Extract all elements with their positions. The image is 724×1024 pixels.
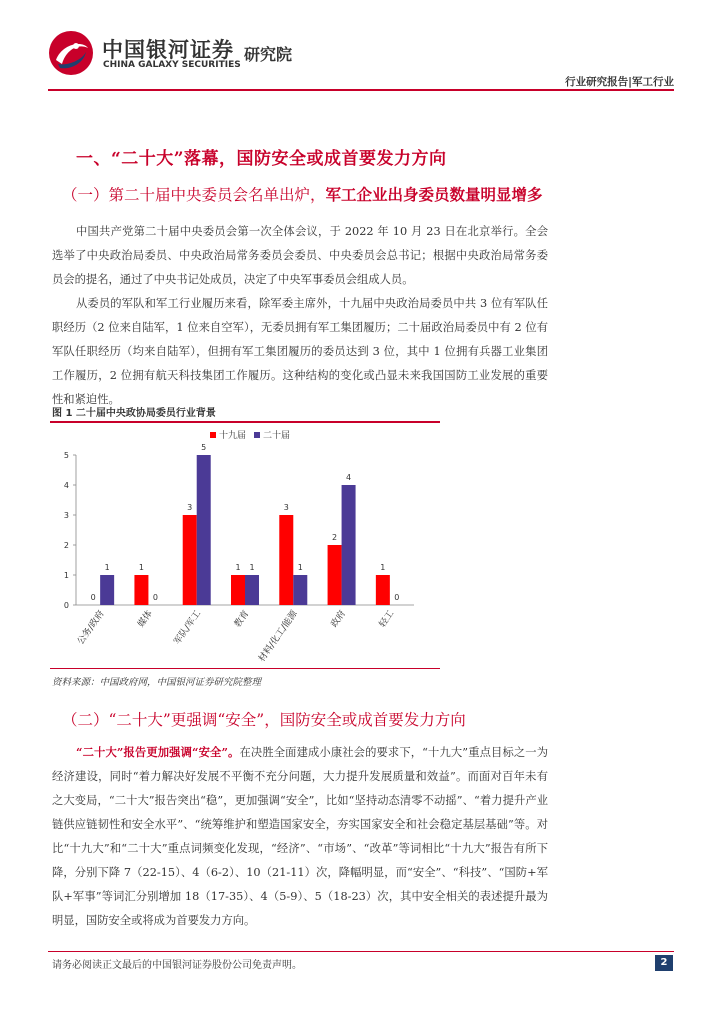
figure-title: 图 1 二十届中央政协局委员行业背景 xyxy=(52,408,216,419)
footer-divider xyxy=(48,951,674,952)
paragraph-3 xyxy=(52,740,548,933)
x-tick-label: 媒体 xyxy=(136,608,155,630)
data-label: 1 xyxy=(249,563,255,572)
data-label: 3 xyxy=(187,503,193,512)
bar-chart xyxy=(50,424,440,668)
data-label: 0 xyxy=(394,593,400,602)
data-label: 1 xyxy=(104,563,110,572)
bar-series2 xyxy=(245,575,259,605)
legend-label: 十九届 xyxy=(219,431,247,441)
paragraph-3-lead: “二十大”报告更加强调“安全”。 xyxy=(76,745,240,759)
y-tick-label: 5 xyxy=(63,451,69,460)
footer-disclaimer: 请务必阅读正文最后的中国银河证券股份公司免责声明。 xyxy=(52,960,302,971)
x-tick-label: 教育 xyxy=(232,608,252,630)
data-label: 0 xyxy=(152,593,158,602)
bar-series2 xyxy=(197,455,211,605)
data-label: 3 xyxy=(283,503,289,512)
figure-top-rule xyxy=(50,421,440,423)
data-label: 4 xyxy=(346,473,352,482)
data-label: 0 xyxy=(90,593,96,602)
section-a-heading xyxy=(62,183,543,205)
y-tick-label: 4 xyxy=(63,481,69,490)
y-tick-label: 1 xyxy=(63,571,69,580)
x-tick-label: 材料/化工/能源 xyxy=(257,608,300,664)
bar-series2 xyxy=(342,485,356,605)
logo-institute: 研究院 xyxy=(244,45,293,64)
section-b-heading: （二）“二十大”更强调“安全”，国防安全或成首要发力方向 xyxy=(62,711,466,729)
section-a-heading-bold: 军工企业出身委员数量明显增多 xyxy=(325,185,543,204)
header-divider xyxy=(48,89,674,91)
page-number: 2 xyxy=(655,955,673,971)
figure-source: 资料来源：中国政府网，中国银河证券研究院整理 xyxy=(52,677,262,688)
bar-series2 xyxy=(293,575,307,605)
bar-series2 xyxy=(100,575,114,605)
paragraph-1: 中国共产党第二十届中央委员会第一次全体会议，于 2022 年 10 月 23 日在北京举行。全会选举了中央政治局委员、中央政治局常务委员会委员、中央委员会总书记；根据中央政治局常务委员会的提名，通过了中央书记处成员，决定了中央军事委员会组成人员。 xyxy=(52,225,548,286)
bar-series1 xyxy=(231,575,245,605)
main-heading: 一、“二十大”落幕，国防安全或成首要发力方向 xyxy=(76,149,447,169)
bar-series1 xyxy=(183,515,197,605)
data-label: 1 xyxy=(235,563,241,572)
logo-chinese-name: 中国银河证券 xyxy=(102,38,234,62)
figure-bottom-rule xyxy=(50,668,440,669)
legend-swatch xyxy=(254,432,260,438)
data-label: 1 xyxy=(297,563,303,572)
paragraph-3-body: 在决胜全面建成小康社会的要求下，“十九大”重点目标之一为经济建设，同时“着力解决好发展不平衡不充分问题，大力提升发展质量和效益”。而面对百年未有之大变局，“二十大”报告突出“稳”，更加强调“安全”，比如“坚持动态清零不动摇”、“着力提升产业链供应链韧性和安全水平”、“统筹维护和塑造国家安全，夯实国家安全和社会稳定基层基础”等。对比“十九大”和“二十大”重点词频变化发现，“经济”、“市场”、“改革”等词相比“十九大”报告有所下降，分别下降 7（22-15）、4（6-2）、10（21-11）次，降幅明显，而“安全”、“科技”、“国防+军队+军事”等词汇分别增加 18（17-35）、4（5-9）、5（18-23）次，其中安全相关的表述提升最为明显，国防安全或将成为首要发力方向。 xyxy=(52,746,548,927)
x-tick-label: 轻工 xyxy=(377,608,397,630)
x-tick-label: 军队/军工 xyxy=(172,608,204,647)
x-tick-label: 政府 xyxy=(329,608,349,630)
data-label: 5 xyxy=(201,443,207,452)
data-label: 1 xyxy=(138,563,144,572)
bar-series1 xyxy=(279,515,293,605)
bar-series1 xyxy=(134,575,148,605)
legend-swatch xyxy=(210,432,216,438)
galaxy-logo-icon xyxy=(48,30,94,76)
logo-english-name: CHINA GALAXY SECURITIES xyxy=(103,60,241,70)
y-tick-label: 3 xyxy=(63,511,69,520)
y-tick-label: 0 xyxy=(63,601,69,610)
data-label: 1 xyxy=(380,563,386,572)
section-a-heading-plain: （一）第二十届中央委员会名单出炉， xyxy=(62,186,326,204)
bar-series1 xyxy=(376,575,390,605)
paragraph-2: 从委员的军队和军工行业履历来看，除军委主席外，十九届中央政治局委员中共 3 位有军队任职经历（2 位来自陆军，1 位来自空军），无委员拥有军工集团履历；二十届政治局委员中有 2 位有军队任职经历（均来自陆军），但拥有军工集团履历的委员达到 3 位，其中 1 位拥有兵器工业集团工作履历，2 位拥有航天科技集团工作履历。这种结构的变化或凸显未来我国国防工业发展的重要性和紧迫性。 xyxy=(52,297,548,406)
bar-series1 xyxy=(328,545,342,605)
legend-label: 二十届 xyxy=(263,431,291,441)
y-tick-label: 2 xyxy=(63,541,69,550)
x-tick-label: 公务/政府 xyxy=(76,608,107,647)
report-section-label: 行业研究报告|军工行业 xyxy=(565,76,674,88)
data-label: 2 xyxy=(332,533,338,542)
